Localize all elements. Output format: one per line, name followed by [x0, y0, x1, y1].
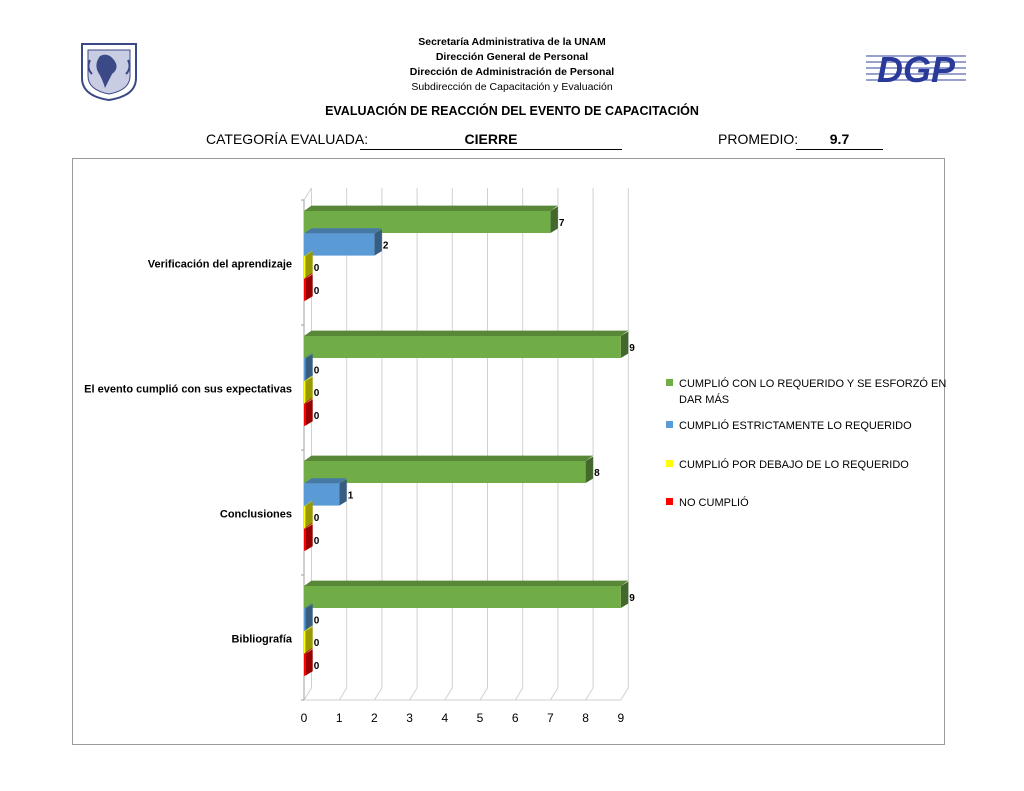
bar	[304, 336, 621, 358]
gridline-floor	[374, 688, 382, 700]
org-line-1: Secretaría Administrativa de la UNAM	[418, 36, 606, 48]
data-label: 0	[313, 263, 320, 275]
gridline-floor	[304, 688, 312, 700]
category-label: El evento cumplió con sus expectativas	[84, 383, 292, 396]
bar-side	[305, 399, 313, 426]
legend-label: DAR MÁS	[679, 394, 730, 406]
x-tick-label: 1	[335, 711, 343, 725]
wall-edge	[304, 188, 312, 200]
bar-top	[304, 478, 347, 483]
gridline-floor	[550, 688, 558, 700]
data-label: 0	[313, 660, 320, 672]
bar-top	[304, 456, 593, 461]
x-tick-label: 0	[300, 711, 308, 725]
report-title: EVALUACIÓN DE REACCIÓN DEL EVENTO DE CAPACITACIÓN	[325, 104, 699, 118]
bar	[304, 529, 305, 551]
bar	[304, 359, 305, 381]
bar-side	[305, 377, 313, 404]
gridline-floor	[445, 688, 453, 700]
gridline-floor	[339, 688, 347, 700]
data-label: 0	[313, 388, 320, 400]
bar	[304, 279, 305, 301]
x-tick-label: 7	[547, 711, 554, 725]
x-tick-label: 8	[582, 711, 589, 725]
bar	[304, 631, 305, 653]
bar	[304, 256, 305, 278]
bar	[304, 484, 339, 506]
x-tick-label: 6	[511, 711, 519, 725]
data-label: 1	[347, 490, 354, 502]
category-label: Conclusiones	[219, 508, 292, 521]
legend-label: NO CUMPLIÓ	[679, 497, 749, 509]
legend-swatch	[666, 460, 673, 467]
bar-side	[305, 252, 313, 279]
legend-label: CUMPLIÓ CON LO REQUERIDO Y SE ESFORZÓ EN	[679, 378, 947, 390]
category-label: Verificación del aprendizaje	[147, 258, 292, 271]
average-label: PROMEDIO:	[718, 131, 799, 147]
org-line-4: Subdirección de Capacitación y Evaluación	[411, 81, 613, 93]
average-value: 9.7	[796, 131, 883, 150]
data-label: 7	[558, 218, 565, 229]
bar-side	[339, 479, 347, 506]
data-label: 9	[629, 343, 635, 354]
bar-side	[586, 457, 594, 484]
bar-top	[304, 331, 628, 336]
legend-swatch	[666, 421, 673, 428]
x-tick-label: 2	[371, 711, 378, 725]
data-label: 0	[313, 285, 320, 297]
bar-side	[305, 627, 313, 654]
gridline-floor	[410, 688, 418, 700]
org-line-2: Dirección General de Personal	[435, 51, 589, 63]
bar-side	[621, 332, 629, 359]
data-label: 9	[629, 593, 635, 604]
dgp-logo-text: DGP	[876, 49, 956, 90]
data-label: 0	[313, 365, 320, 377]
bar-side	[305, 354, 313, 381]
gridline-floor	[586, 688, 594, 700]
bar-side	[305, 502, 313, 529]
data-label: 0	[313, 638, 320, 650]
legend-label: CUMPLIÓ ESTRICTAMENTE LO REQUERIDO	[679, 420, 912, 432]
bar-side	[305, 604, 313, 631]
category-label: Bibliografía	[231, 633, 292, 646]
bar	[304, 234, 374, 256]
category-value: CIERRE	[360, 131, 622, 150]
data-label: 0	[313, 513, 320, 525]
x-tick-label: 5	[476, 711, 484, 725]
x-tick-label: 3	[406, 711, 413, 725]
bar	[304, 609, 305, 631]
bar-side	[305, 524, 313, 551]
x-tick-label: 4	[441, 711, 449, 725]
gridline-floor	[480, 688, 488, 700]
bar-side	[621, 582, 629, 609]
bar-top	[304, 581, 628, 586]
legend-label: CUMPLIÓ POR DEBAJO DE LO REQUERIDO	[679, 459, 909, 471]
gridline-floor	[621, 688, 629, 700]
gridline-floor	[515, 688, 523, 700]
bar-side	[550, 207, 558, 234]
bar	[304, 586, 621, 608]
bar	[304, 404, 305, 426]
legend-swatch	[666, 379, 673, 386]
bar	[304, 381, 305, 403]
data-label: 2	[382, 240, 389, 252]
legend-swatch	[666, 498, 673, 505]
bar	[304, 506, 305, 528]
bar	[304, 654, 305, 676]
category-label: CATEGORÍA EVALUADA:	[206, 131, 369, 147]
x-tick-label: 9	[617, 711, 625, 725]
bar-side	[374, 229, 382, 256]
bar-side	[305, 274, 313, 301]
bar-top	[304, 206, 558, 211]
bar-top	[304, 228, 382, 233]
data-label: 0	[313, 615, 320, 627]
data-label: 0	[313, 535, 320, 547]
data-label: 8	[594, 468, 600, 479]
data-label: 0	[313, 410, 320, 422]
bar-side	[305, 649, 313, 676]
org-line-3: Dirección de Administración de Personal	[409, 66, 615, 78]
